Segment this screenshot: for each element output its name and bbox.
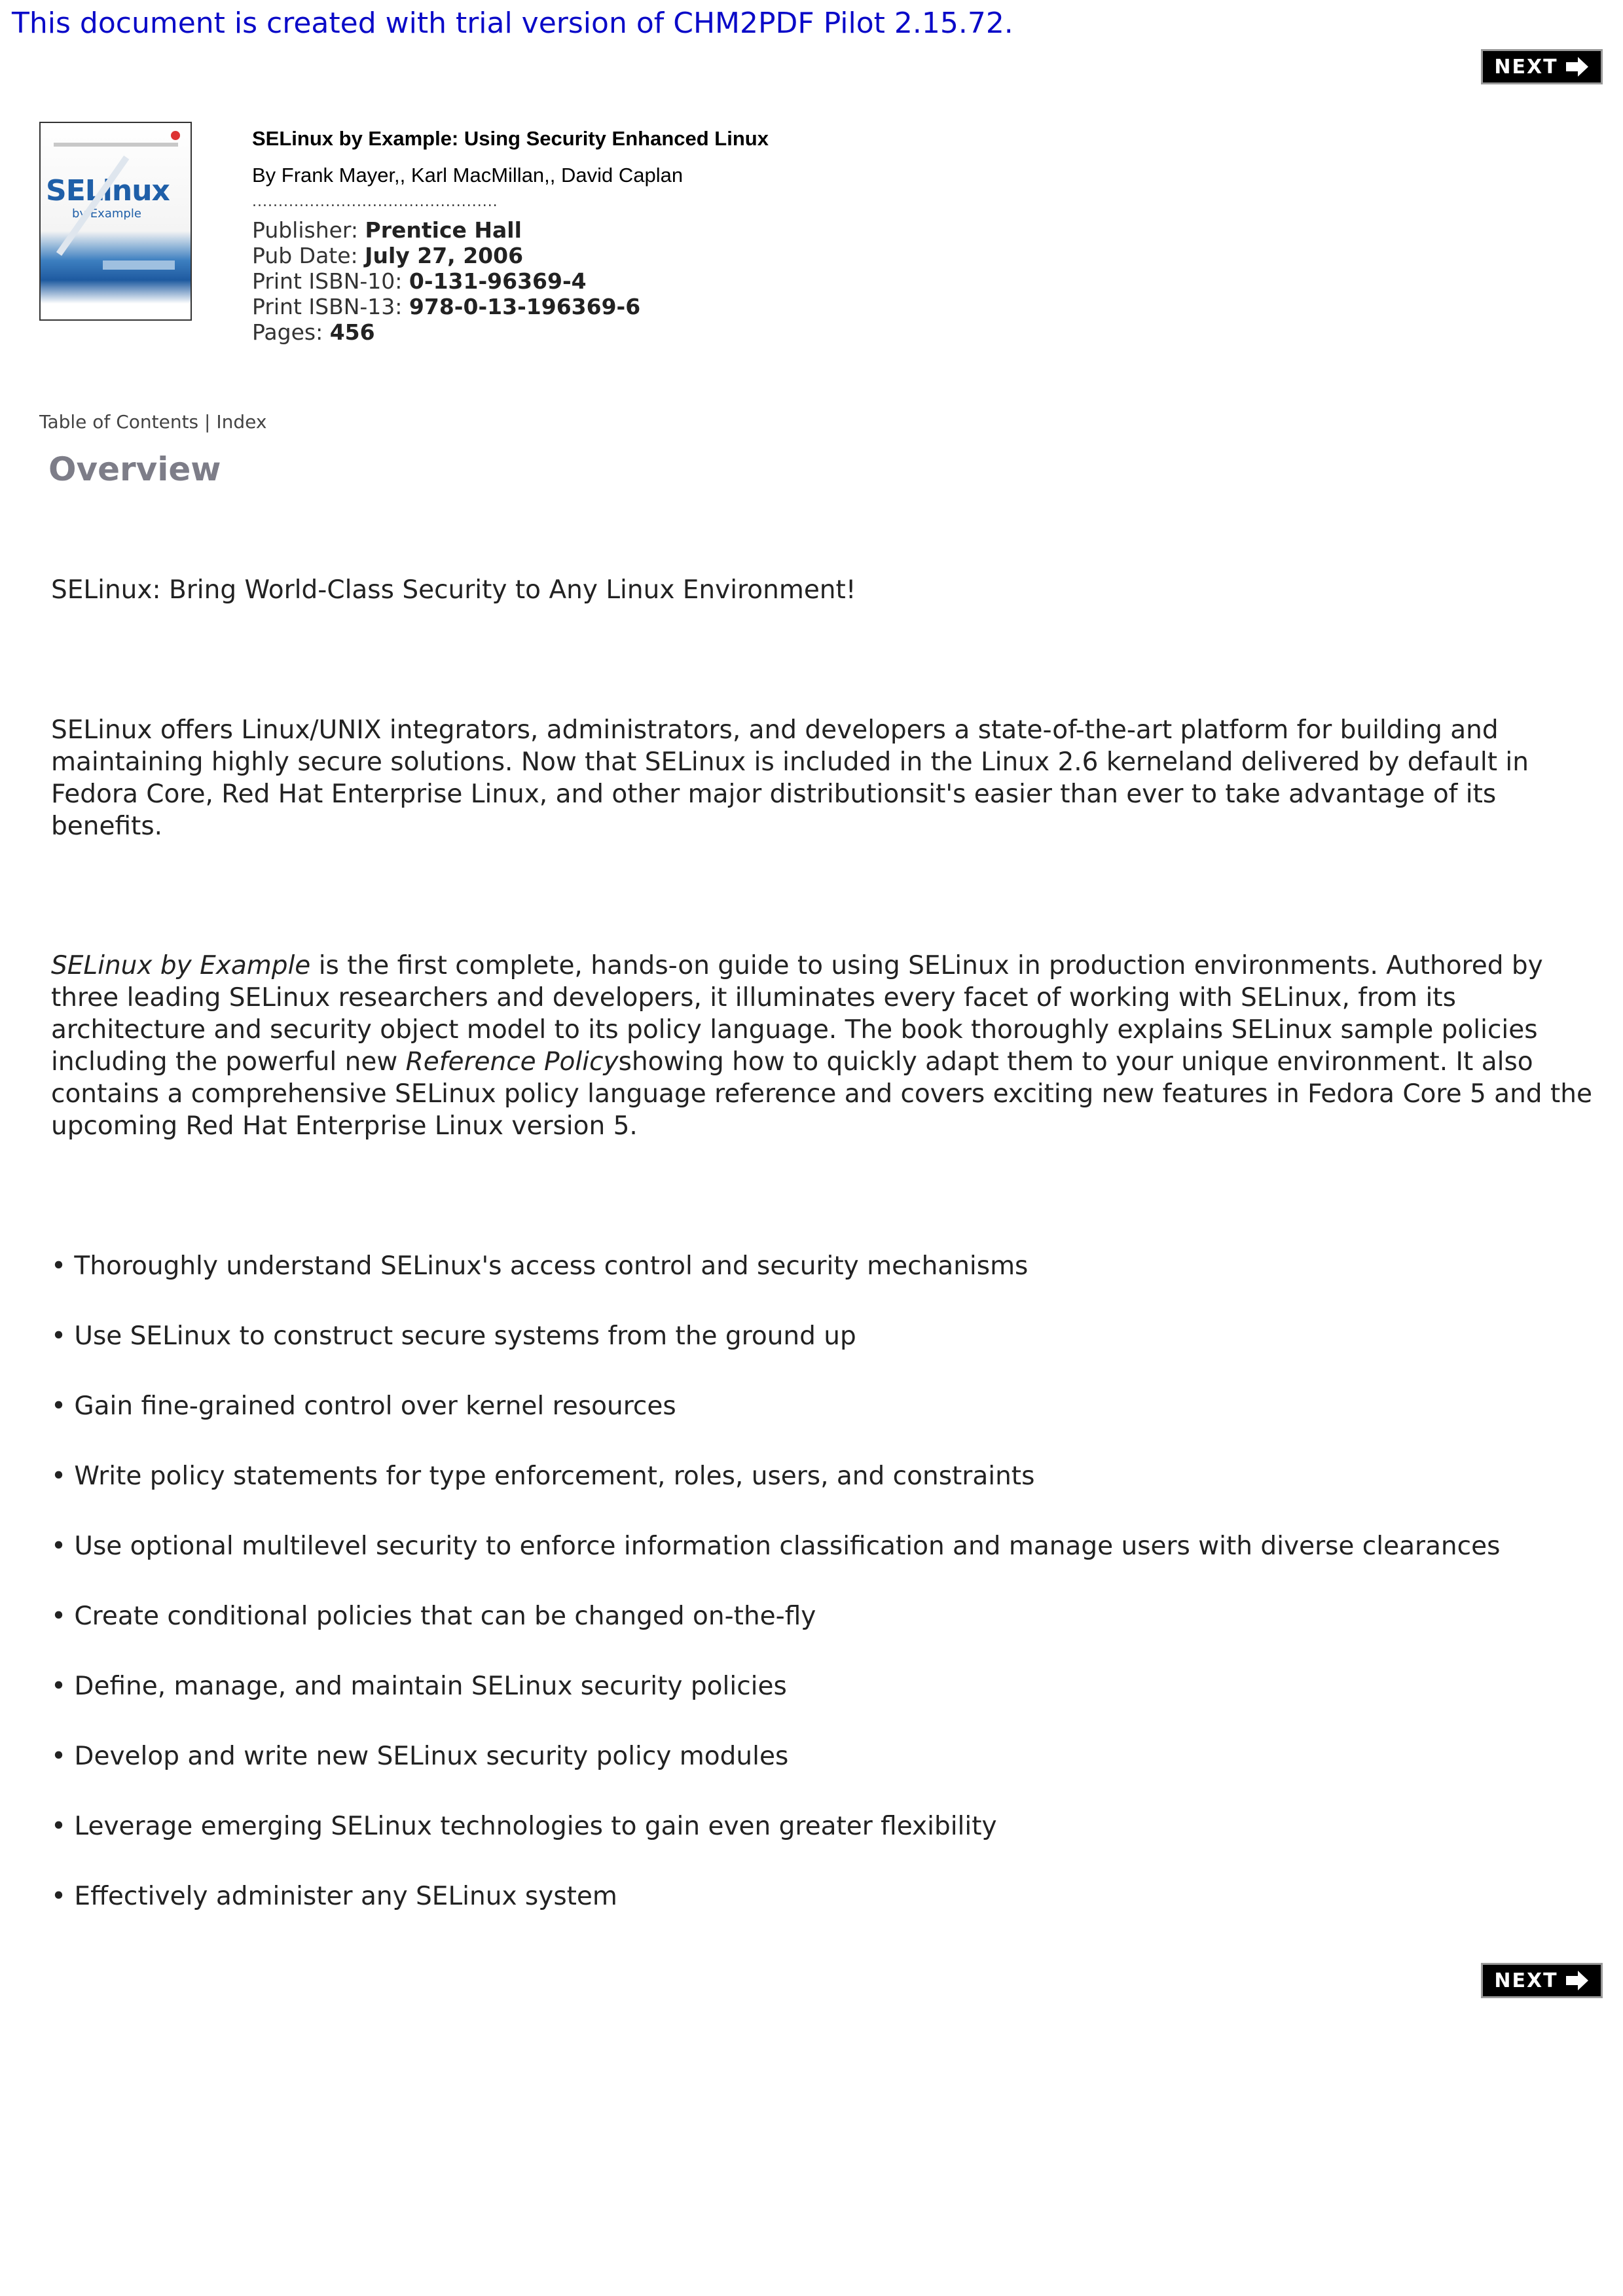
about-paragraph	[51, 950, 1596, 1142]
feature-list-item	[51, 1460, 1596, 1530]
cover-subtitle: by Example	[72, 207, 141, 221]
trial-notice: This document is created with trial version of CHM2PDF Pilot 2.15.72.	[12, 7, 1013, 40]
isbn13-value: 978-0-13-196369-6	[409, 294, 641, 319]
pages-row	[252, 319, 375, 345]
publisher-label: Publisher:	[252, 217, 359, 243]
toc-links	[39, 411, 266, 433]
feature-text: Use optional multilevel security to enforce information classification and manage users with diverse clearances	[74, 1532, 1501, 1561]
book-title: SELinux by Example: Using Security Enhanced Linux	[252, 127, 769, 150]
isbn13-label: Print ISBN-13:	[252, 294, 403, 319]
feature-list	[51, 1250, 1596, 1950]
book-title-italic: SELinux by Example	[51, 951, 311, 980]
bullet-glyph: •	[51, 1321, 67, 1351]
pub-date-label: Pub Date:	[252, 243, 358, 268]
publisher-value: Prentice Hall	[365, 217, 522, 243]
bullet-glyph: •	[51, 1251, 67, 1281]
cover-band	[103, 260, 175, 270]
bullet-glyph: •	[51, 1672, 67, 1701]
isbn10-value: 0-131-96369-4	[409, 268, 587, 294]
cover-publisher-logo	[171, 131, 180, 140]
feature-list-item	[51, 1390, 1596, 1460]
feature-list-item	[51, 1880, 1596, 1950]
bullet-glyph: •	[51, 1882, 67, 1911]
feature-text: Write policy statements for type enforcement, roles, users, and constraints	[74, 1462, 1035, 1491]
arrow-right-icon	[1565, 56, 1590, 78]
meta-separator: ...............................................	[252, 194, 498, 210]
feature-text: Effectively administer any SELinux system	[74, 1882, 617, 1911]
isbn10-label: Print ISBN-10:	[252, 268, 403, 294]
feature-text: Create conditional policies that can be changed on-the-fly	[74, 1602, 816, 1631]
table-of-contents-link[interactable]: Table of Contents	[39, 411, 199, 433]
link-divider: |	[204, 411, 211, 433]
pub-date-row	[252, 243, 523, 268]
about-text-part2: showing how to quickly adapt them to your unique environment. It also contains a comprehensive SELinux policy language reference and covers exciting new features in Fedora Core 5 and the upcoming Red Hat Enterprise Linux version 5.	[51, 1047, 1592, 1141]
pub-date-value: July 27, 2006	[365, 243, 524, 268]
feature-text: Gain fine-grained control over kernel resources	[74, 1391, 676, 1421]
index-link[interactable]: Index	[216, 411, 267, 433]
cover-logo: SELinux	[46, 174, 170, 207]
reference-policy-italic: Reference Policy	[405, 1047, 619, 1077]
feature-text: Thoroughly understand SELinux's access control and security mechanisms	[74, 1251, 1029, 1281]
arrow-right-icon	[1565, 1969, 1590, 1992]
feature-list-item	[51, 1600, 1596, 1670]
feature-text: Define, manage, and maintain SELinux security policies	[74, 1672, 787, 1701]
next-label: NEXT	[1494, 55, 1558, 79]
bullet-glyph: •	[51, 1532, 67, 1561]
feature-list-item	[51, 1320, 1596, 1390]
bullet-glyph: •	[51, 1742, 67, 1771]
publisher-row	[252, 217, 522, 243]
book-cover-image	[39, 122, 192, 321]
isbn13-row	[252, 294, 640, 319]
next-label: NEXT	[1494, 1969, 1558, 1992]
feature-text: Leverage emerging SELinux technologies to gain even greater flexibility	[74, 1812, 997, 1841]
next-button-top[interactable]	[1481, 49, 1603, 84]
feature-list-item	[51, 1250, 1596, 1320]
bullet-glyph: •	[51, 1391, 67, 1421]
intro-paragraph: SELinux offers Linux/UNIX integrators, administrators, and developers a state-of-the-art platform for building and maintaining highly secure solutions. Now that SELinux is included in the Linux 2.6 kerneland delivered by default in Fedora Core, Red Hat Enterprise Linux, and other major distributionsit's easier than ever to take advantage of its benefits.	[51, 715, 1529, 841]
overview-heading: Overview	[48, 450, 221, 488]
feature-text: Develop and write new SELinux security policy modules	[74, 1742, 789, 1771]
tagline-paragraph: SELinux: Bring World-Class Security to Any Linux Environment!	[51, 575, 856, 605]
bullet-glyph: •	[51, 1602, 67, 1631]
feature-text: Use SELinux to construct secure systems from the ground up	[74, 1321, 856, 1351]
feature-list-item	[51, 1740, 1596, 1810]
book-authors: By Frank Mayer,, Karl MacMillan,, David Caplan	[252, 164, 684, 187]
isbn10-row	[252, 268, 587, 294]
cover-header-strip	[54, 143, 178, 147]
feature-list-item	[51, 1670, 1596, 1740]
bullet-glyph: •	[51, 1462, 67, 1491]
feature-list-item	[51, 1530, 1596, 1600]
bullet-glyph: •	[51, 1812, 67, 1841]
about-text-part1: is the first complete, hands-on guide to using SELinux in production environments. Authored by three leading SELinux researchers and developers, it illuminates every facet of working with SELinux, from its architecture and security object model to its policy language. The book thoroughly explains SELinux sample policies including the powerful new	[51, 951, 1543, 1077]
pages-value: 456	[329, 319, 375, 345]
feature-list-item	[51, 1810, 1596, 1880]
pages-label: Pages:	[252, 319, 323, 345]
next-button-bottom[interactable]	[1481, 1963, 1603, 1998]
